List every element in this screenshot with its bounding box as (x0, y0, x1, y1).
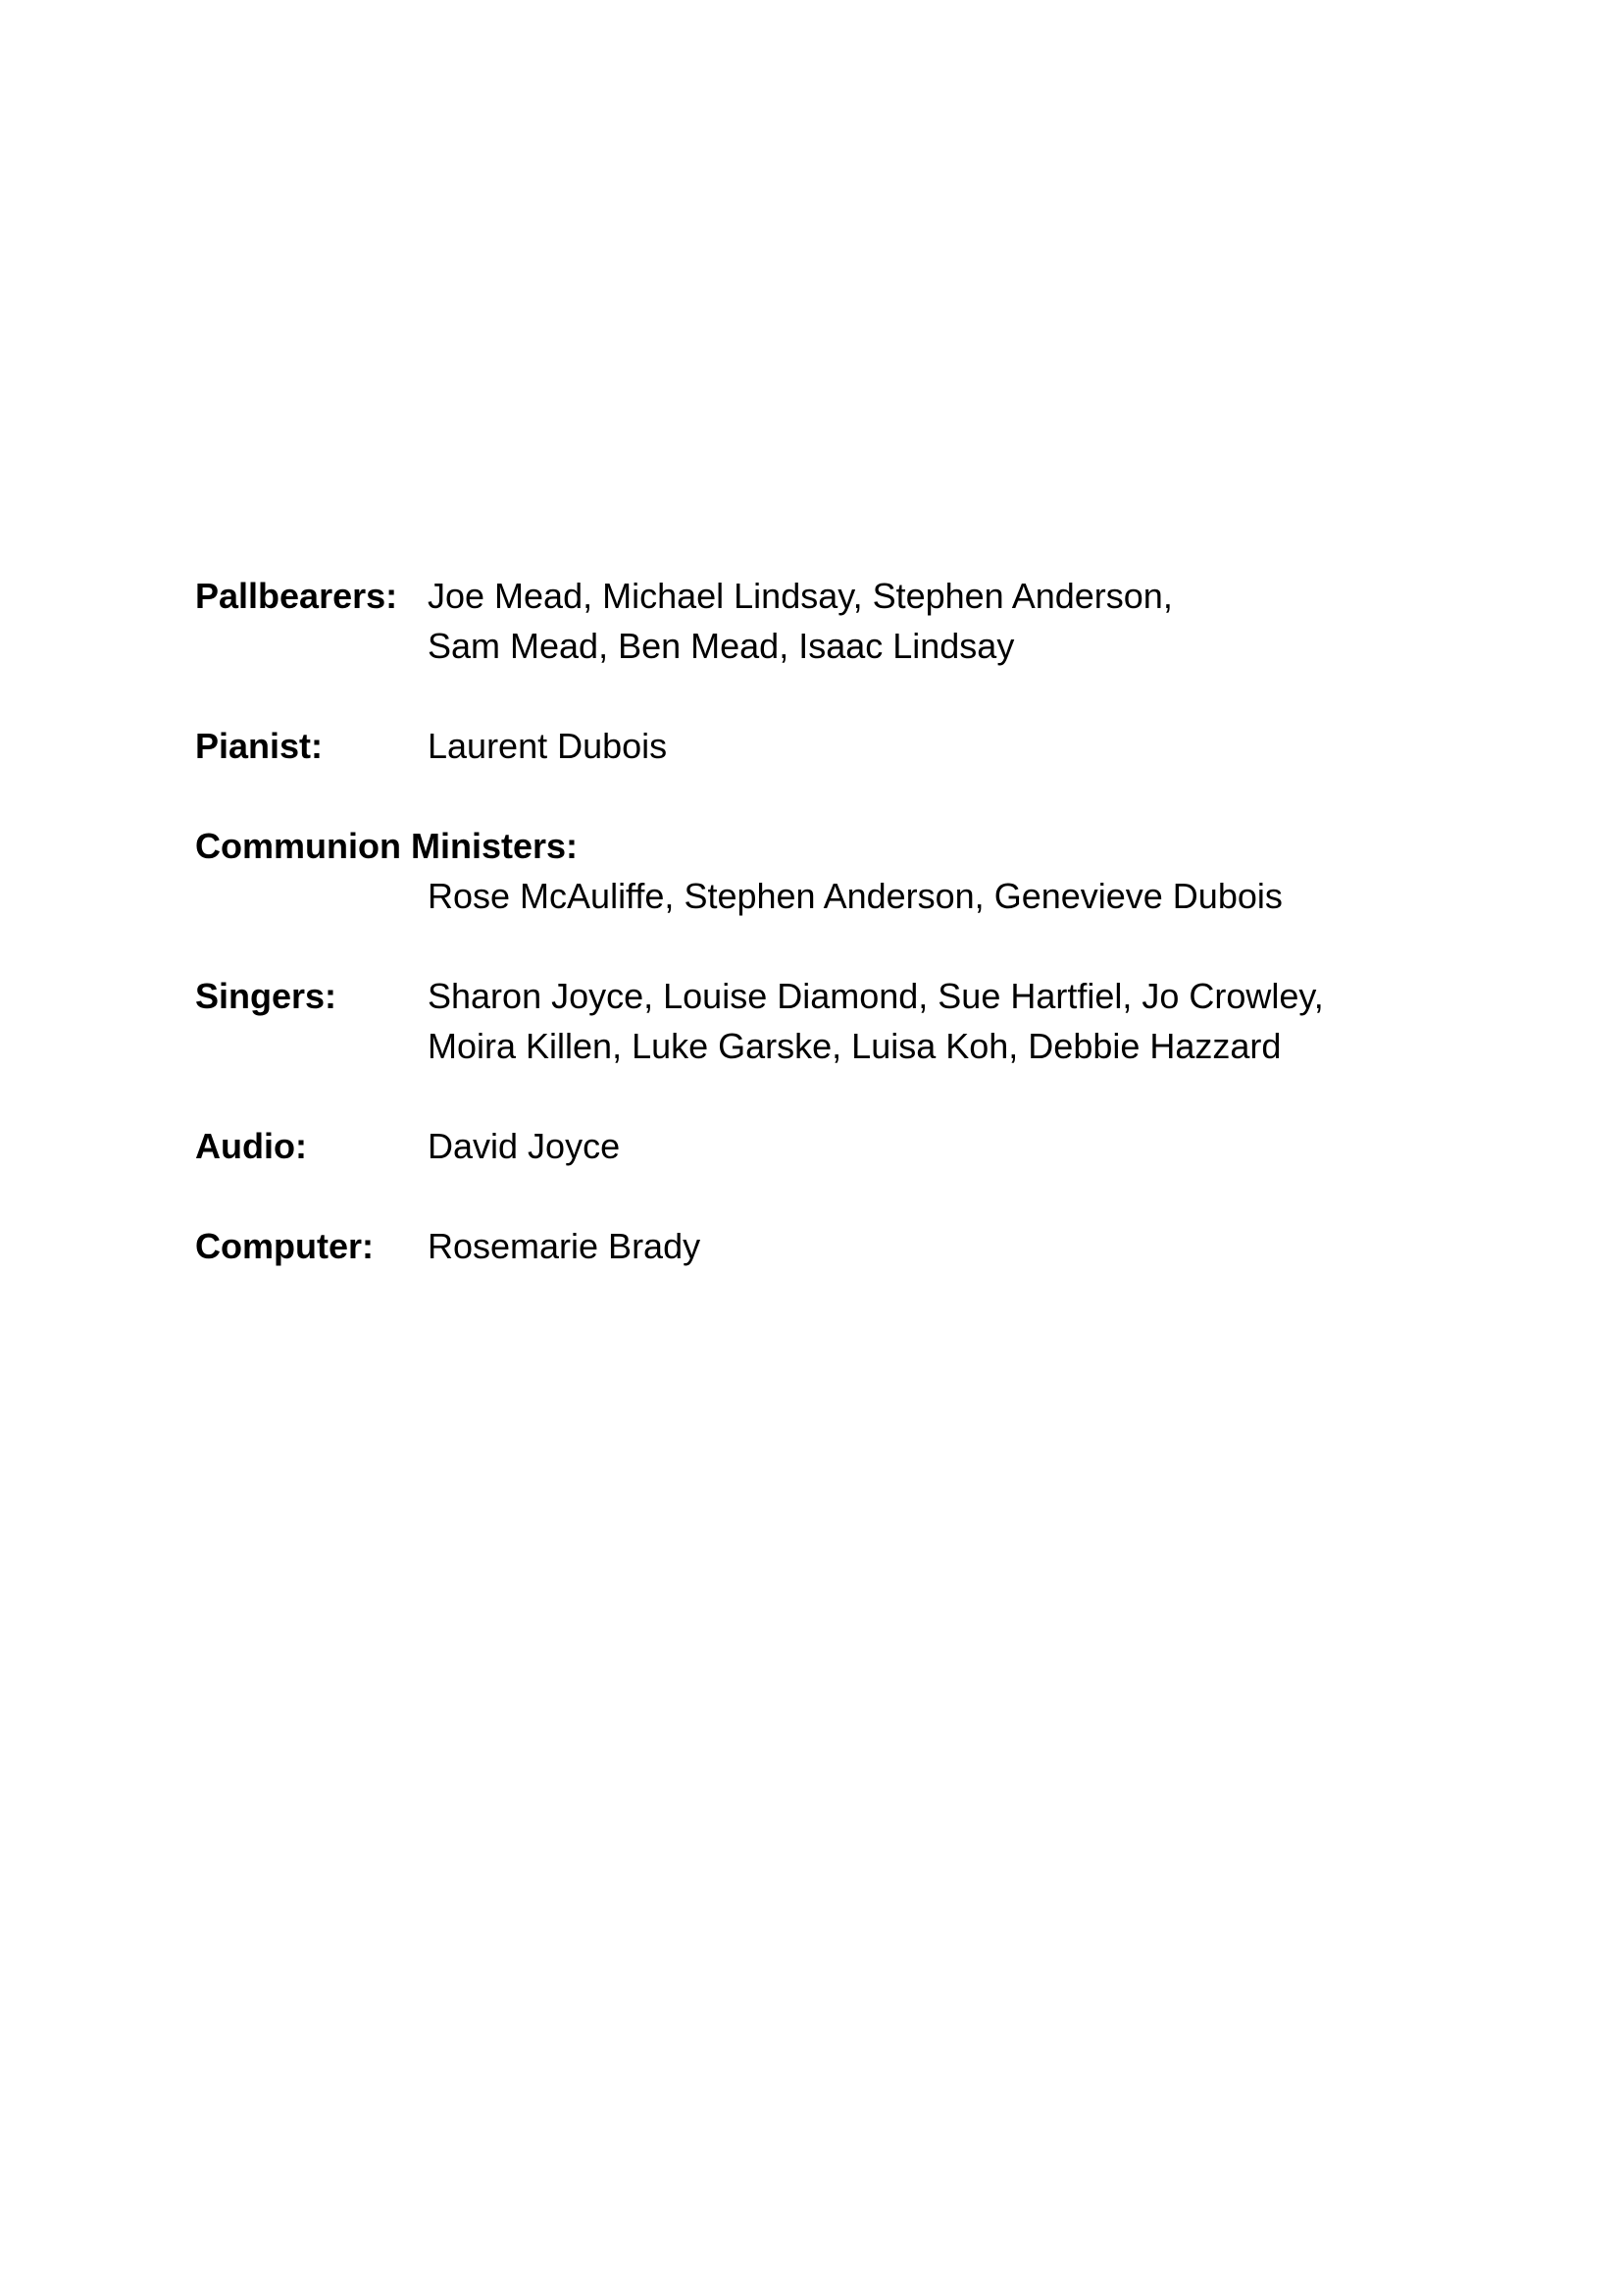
credit-label: Pallbearers: (195, 576, 398, 616)
credit-names (428, 721, 1467, 771)
credit-names (428, 971, 1467, 1071)
credit-entry-communion-ministers (195, 821, 1470, 921)
credit-names-line: Rose McAuliffe, Stephen Anderson, Genevieve Dubois (428, 876, 1283, 916)
credit-names (428, 1121, 1467, 1171)
credit-names-line: Sam Mead, Ben Mead, Isaac Lindsay (428, 626, 1015, 666)
credit-label: Pianist: (195, 726, 324, 766)
credit-names-line: Laurent Dubois (428, 726, 668, 766)
credit-label: Audio: (195, 1126, 307, 1166)
service-credits-list (195, 571, 1470, 1271)
credit-names-line: Moira Killen, Luke Garske, Luisa Koh, Debbie Hazzard (428, 1026, 1282, 1066)
credit-names (428, 1221, 1467, 1271)
credit-entry-audio (195, 1121, 1470, 1171)
credit-label: Singers: (195, 976, 337, 1016)
credit-label: Communion Ministers: (195, 826, 579, 866)
credit-entry-singers (195, 971, 1470, 1071)
credit-names (428, 871, 1467, 921)
credit-entry-pianist (195, 721, 1470, 771)
credit-names-line: Rosemarie Brady (428, 1226, 701, 1266)
credit-entry-pallbearers (195, 571, 1470, 671)
credit-names-line: Joe Mead, Michael Lindsay, Stephen Anderson, (428, 576, 1173, 616)
credit-names-line: David Joyce (428, 1126, 621, 1166)
credit-names-line: Sharon Joyce, Louise Diamond, Sue Hartfiel, Jo Crowley, (428, 976, 1324, 1016)
credit-label: Computer: (195, 1226, 374, 1266)
credit-entry-computer (195, 1221, 1470, 1271)
credit-names (428, 571, 1467, 671)
